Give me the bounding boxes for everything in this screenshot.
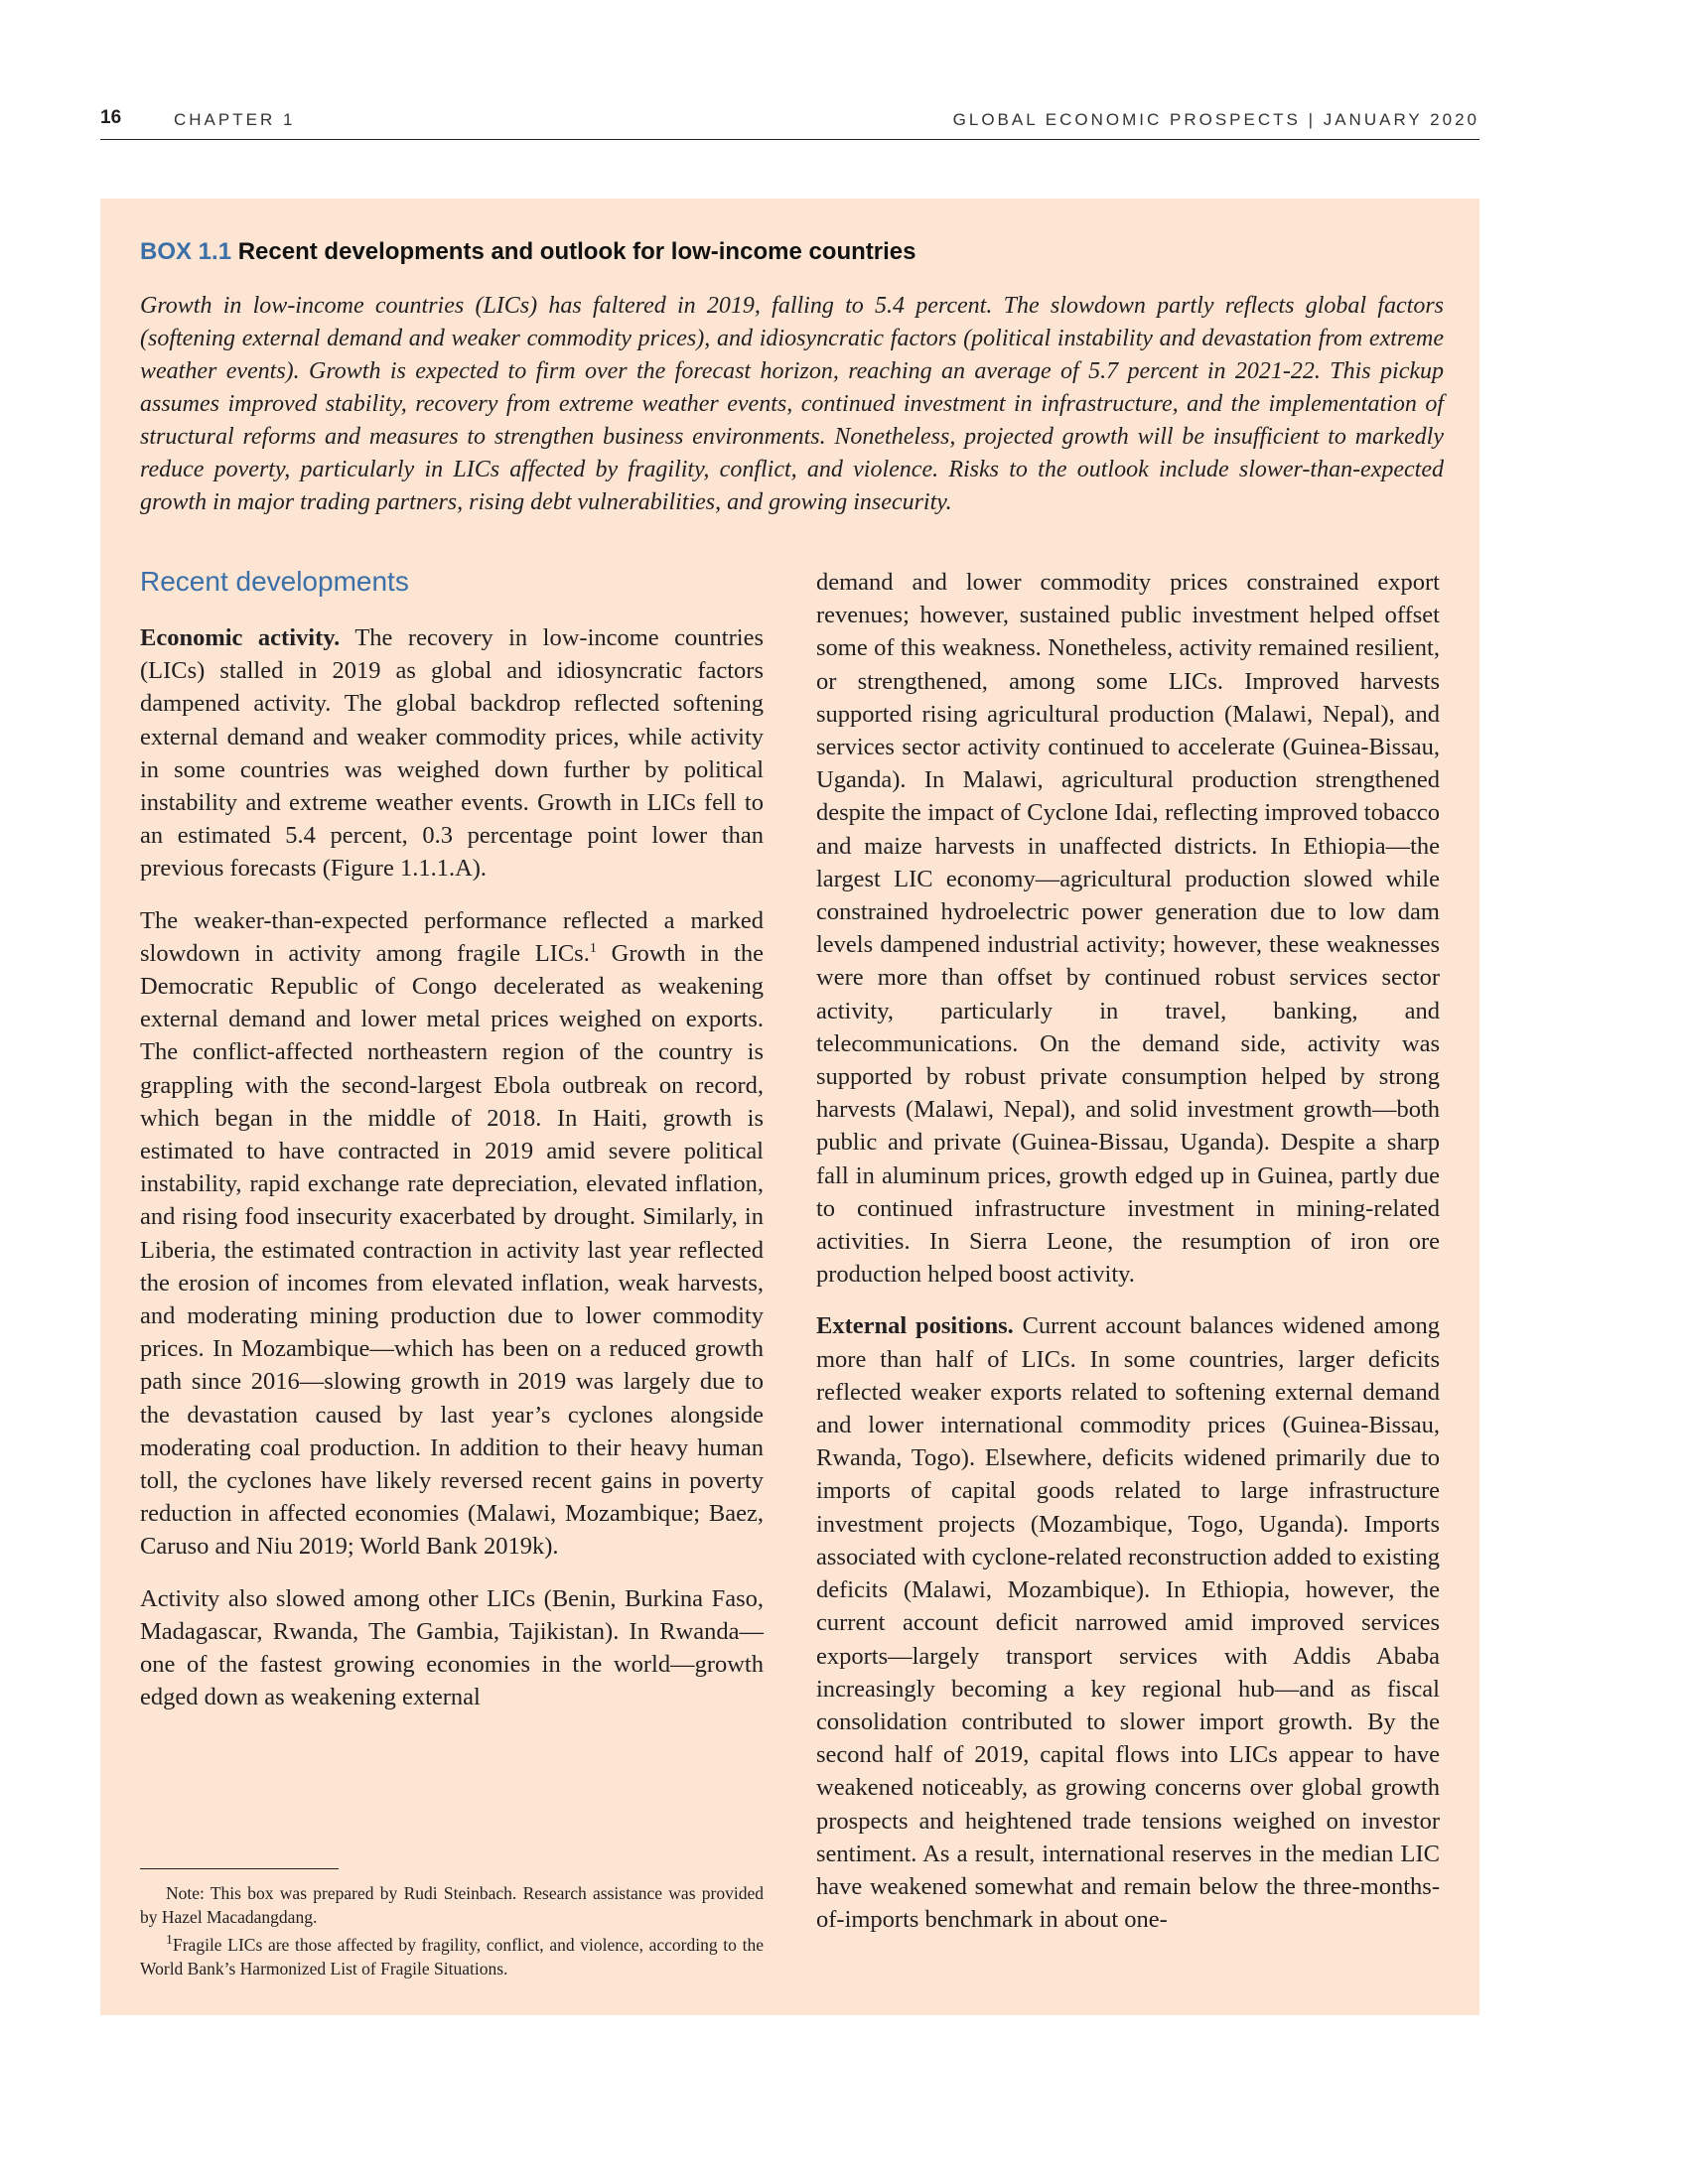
footnote-divider	[140, 1868, 339, 1869]
paragraph-text: Activity also slowed among other LICs (Benin, Burkina Faso, Madagascar, Rwanda, The Gambia, Tajikistan). In Rwanda—one of the fastest growing economies in the world—growth edged down as weakening external	[140, 1584, 764, 1711]
footnote-marker[interactable]: 1	[589, 940, 597, 956]
paragraph-text: The recovery in low-income countries (LICs) stalled in 2019 as global and idiosyncratic factors dampened activity. The global backdrop reflected softening external demand and weaker commodity prices, while activity in some countries was weighed down further by political instability and extreme weather events. Growth in LICs fell to an estimated 5.4 percent, 0.3 percentage point lower than previous forecasts (Figure 1.1.1.A).	[140, 624, 764, 883]
running-header	[100, 107, 1479, 140]
box-summary: Growth in low-income countries (LICs) has faltered in 2019, falling to 5.4 percent. The slowdown partly reflects global factors (softening external demand and weaker commodity prices), and idiosyncratic factors (political instability and devastation from extreme weather events). Growth is expected to firm over the forecast horizon, reaching an average of 5.7 percent in 2021-22. This pickup assumes improved stability, recovery from extreme weather events, continued investment in infrastructure, and the implementation of structural reforms and measures to strengthen business environments. Nonetheless, projected growth will be insufficient to markedly reduce poverty, particularly in LICs affected by fragility, conflict, and violence. Risks to the outlook include slower-than-expected growth in major trading partners, rising debt vulnerabilities, and growing insecurity.	[140, 293, 1444, 515]
paragraph-text: demand and lower commodity prices constrained export revenues; however, sustained public investment helped offset some of this weakness. Nonetheless, activity remained resilient, or strengthened, among some LICs. Improved harvests supported rising agricultural production (Malawi, Nepal), and services sector activity continued to accelerate (Guinea-Bissau, Uganda). In Malawi, agricultural production strengthened despite the impact of Cyclone Idai, reflecting improved tobacco and maize harvests in unaffected districts. In Ethiopia—the largest LIC economy—agricultural production slowed while constrained hydroelectric power generation due to low dam levels dampened industrial activity; however, these weaknesses were more than offset by continued robust services sector activity, particularly in travel, banking, and telecommunications. On the demand side, activity was supported by robust private consumption helped by strong harvests (Malawi, Nepal), and solid investment growth—both public and private (Guinea-Bissau, Uganda). Despite a sharp fall in aluminum prices, growth edged up in Guinea, partly due to continued infrastructure investment in mining-related activities. In Sierra Leone, the resumption of iron ore production helped boost activity.	[816, 569, 1440, 1289]
footnote-1	[140, 1933, 764, 1980]
paragraph-lead: External positions.	[816, 1312, 1014, 1340]
page-number: 16	[100, 107, 122, 128]
box-panel	[100, 199, 1479, 2015]
section-heading: Recent developments	[140, 566, 409, 597]
publication-title: GLOBAL ECONOMIC PROSPECTS | JANUARY 2020	[952, 110, 1479, 129]
paragraph-resilient-lics	[816, 566, 1440, 1291]
paragraph-external-positions	[816, 1309, 1440, 1936]
right-column	[816, 566, 1440, 1955]
paragraph-text: Growth in the Democratic Republic of Congo decelerated as weakening external demand and lower metal prices weighed on exports. The conflict-affected northeastern region of the country is grappling with the second-largest Ebola outbreak on record, which began in the middle of 2018. In Haiti, growth is estimated to have contracted in 2019 amid severe political instability, rapid exchange rate depreciation, elevated inflation, and rising food insecurity exacerbated by drought. Similarly, in Liberia, the estimated contraction in activity last year reflected the erosion of incomes from elevated inflation, weak harvests, and moderating mining production due to lower commodity prices. In Mozambique—which has been on a reduced growth path since 2016—slowing growth in 2019 was largely due to the devastation caused by last year’s cyclones alongside moderating coal production. In addition to their heavy human toll, the cyclones have likely reversed recent gains in poverty reduction in affected economies (Malawi, Mozambique; Baez, Caruso and Niu 2019; World Bank 2019k).	[140, 939, 765, 1561]
box-label: BOX 1.1	[140, 238, 232, 265]
paragraph-text: The weaker-than-expected performance reflected a marked slowdown in activity among fragile LICs.	[140, 906, 764, 967]
paragraph-text: Current account balances widened among more than half of LICs. In some countries, larger deficits reflected weaker exports related to softening external demand and lower international commodity prices (Guinea-Bissau, Rwanda, Togo). Elsewhere, deficits widened primarily due to imports of capital goods related to large infrastructure investment projects (Mozambique, Togo, Uganda). Imports associated with cyclone-related reconstruction added to existing deficits (Malawi, Mozambique). In Ethiopia, however, the current account deficit narrowed amid improved services exports—largely transport services with Addis Ababa increasingly becoming a key regional hub—and as fiscal consolidation contributed to slower import growth. By the second half of 2019, capital flows into LICs appear to have weakened noticeably, as growing concerns over global growth prospects and heightened trade tensions weighed on investor sentiment. As a result, international reserves in the median LIC have weakened somewhat and remain below the three-months-of-imports benchmark in about one-	[816, 1312, 1440, 1934]
box-title-text: Recent developments and outlook for low-income countries	[237, 238, 916, 265]
footnote-marker: 1	[166, 1933, 173, 1949]
chapter-label: CHAPTER 1	[174, 110, 296, 129]
box-title	[140, 238, 1451, 266]
left-column	[140, 564, 764, 1733]
footnote-note: Note: This box was prepared by Rudi Steinbach. Research assistance was provided by Hazel Macadangdang.	[140, 1883, 764, 1927]
footnote-text: Fragile LICs are those affected by fragility, conflict, and violence, according to the World Bank’s Harmonized List of Fragile Situations.	[140, 1935, 764, 1979]
paragraph-fragile-lics	[140, 904, 764, 1564]
paragraph-lead: Economic activity.	[140, 624, 341, 651]
paragraph-economic-activity	[140, 621, 764, 886]
footnotes	[140, 1881, 764, 1984]
paragraph-other-lics	[140, 1582, 764, 1714]
